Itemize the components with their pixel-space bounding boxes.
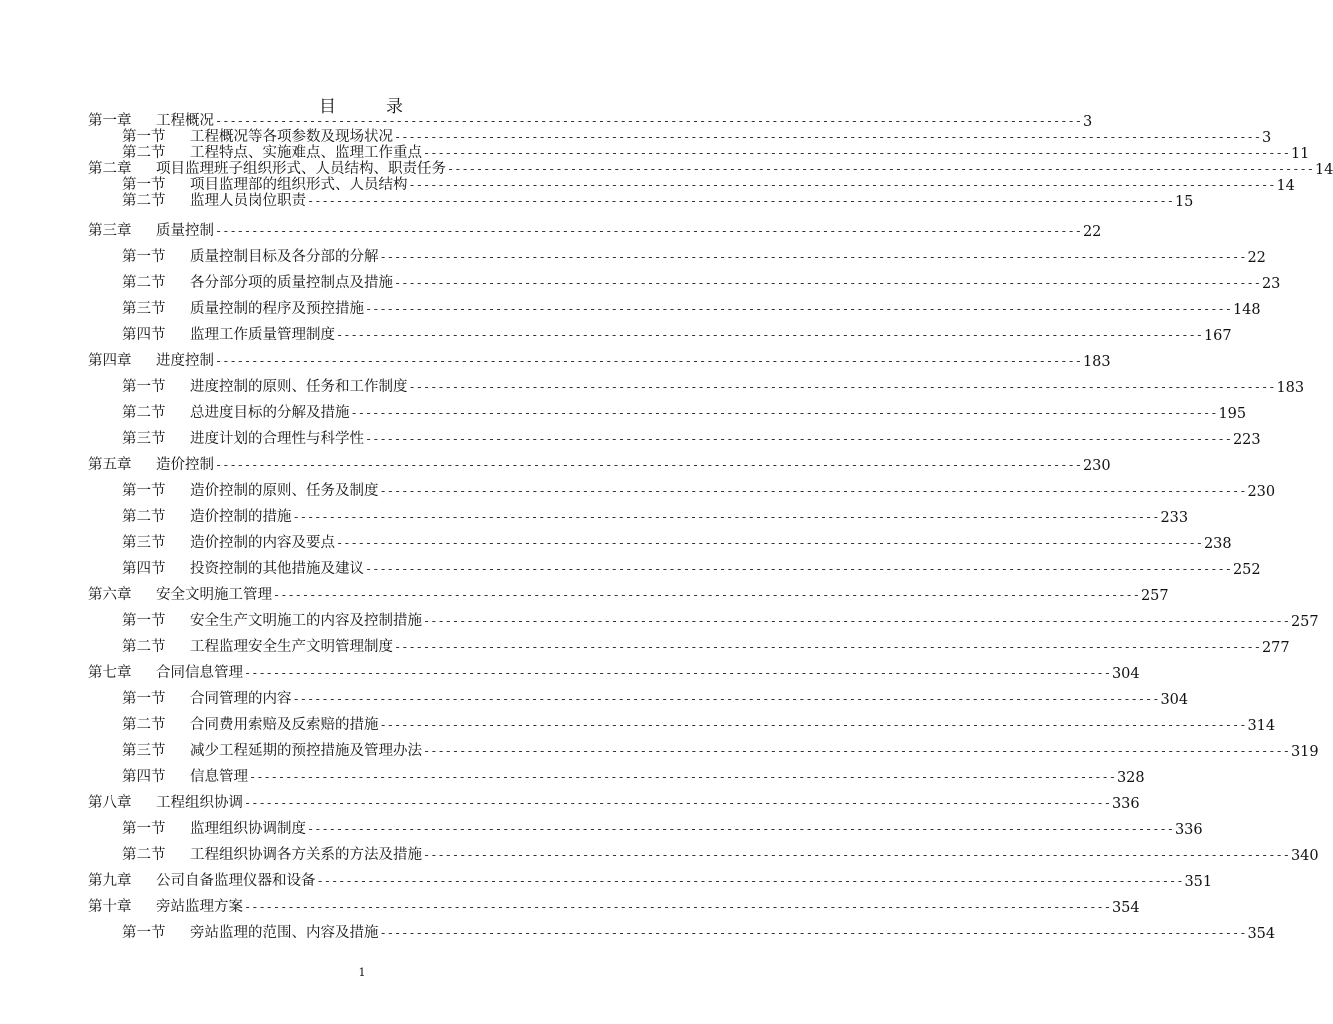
toc-entry-label: 第四章 [88,353,132,369]
toc-entry-title: 总进度目标的分解及措施 [190,405,350,421]
toc-leader: ------------------------------------------------------------------------------------------------------------------------ [447,162,1314,176]
toc-entry-page: 11 [1290,146,1310,162]
toc-entry-title: 各分部分项的质量控制点及措施 [190,275,393,291]
toc-entry-page: 223 [1232,432,1261,448]
toc-entry-chapter [88,578,1169,604]
toc-entry-label: 第三节 [122,535,166,551]
toc-entry-title: 工程概况等各项参数及现场状况 [190,129,393,145]
toc-entry-page: 167 [1203,328,1232,344]
toc-entry-page: 314 [1247,718,1276,734]
toc-entry-label: 第三节 [122,431,166,447]
toc-entry-title: 公司自备监理仪器和设备 [156,873,316,889]
toc-entry-title: 项目监理部的组织形式、人员结构 [190,177,408,193]
toc-entry-section [88,552,1261,578]
toc-entry-page: 328 [1116,770,1145,786]
toc-entry-title: 合同费用索赔及反索赔的措施 [190,717,379,733]
toc-entry-page: 230 [1082,458,1111,474]
toc-leader: ------------------------------------------------------------------------------------------------------------------------ [292,510,1160,524]
toc-entry-page: 252 [1232,562,1261,578]
toc-leader: ------------------------------------------------------------------------------------------------------------------------ [244,900,1111,914]
toc-entry-label: 第一节 [122,613,166,629]
toc-entry-title: 造价控制 [156,457,214,473]
toc-entry-title: 监理组织协调制度 [190,821,306,837]
toc-entry-page: 304 [1160,692,1189,708]
toc-entry-page: 22 [1247,250,1266,266]
toc-entry-section [88,500,1189,526]
toc-entry-label: 第四节 [122,327,166,343]
toc-entry-page: 233 [1160,510,1189,526]
toc-title-char-1: 目 [319,97,338,117]
toc-entry-section [88,682,1189,708]
toc-entry-label: 第八章 [88,795,132,811]
toc-entry-label: 第九章 [88,873,132,889]
toc-entry-page: 148 [1232,302,1261,318]
toc-leader: ------------------------------------------------------------------------------------------------------------------------ [408,380,1276,394]
toc-leader: ------------------------------------------------------------------------------------------------------------------------ [215,114,1082,128]
toc-entry-title: 减少工程延期的预控措施及管理办法 [190,743,422,759]
toc-entry-page: 351 [1184,874,1213,890]
toc-title-char-2: 录 [386,97,405,117]
toc-entry-label: 第一章 [88,113,132,129]
toc-entry-title: 投资控制的其他措施及建议 [190,561,364,577]
toc-entry-title: 工程监理安全生产文明管理制度 [190,639,393,655]
toc-entry-section [88,266,1281,292]
toc-entry-title: 工程概况 [156,113,214,129]
toc-entry-title: 信息管理 [190,769,248,785]
toc-leader: ------------------------------------------------------------------------------------------------------------------------ [244,666,1111,680]
toc-entry-label: 第二节 [122,405,166,421]
toc-entry-page: 183 [1276,380,1305,396]
toc-entry-title: 旁站监理的范围、内容及措施 [190,925,379,941]
toc-leader: ------------------------------------------------------------------------------------------------------------------------ [292,692,1160,706]
toc-entry-chapter [88,344,1111,370]
toc-leader: ------------------------------------------------------------------------------------------------------------------------ [336,328,1203,342]
toc-entry-page: 195 [1218,406,1247,422]
toc-leader: ------------------------------------------------------------------------------------------------------------------------ [394,130,1261,144]
toc-entry-label: 第一节 [122,379,166,395]
toc-entry-section [88,318,1232,344]
toc-entry-title: 造价控制的措施 [190,509,292,525]
toc-entry-page: 15 [1174,194,1194,210]
toc-entry-chapter [88,448,1111,474]
toc-leader: ------------------------------------------------------------------------------------------------------------------------ [350,406,1218,420]
toc-entry-page: 14 [1314,162,1333,178]
toc-entry-page: 3 [1082,114,1093,130]
toc-entry-label: 第六章 [88,587,132,603]
toc-entry-section [88,604,1319,630]
toc-entry-title: 工程组织协调各方关系的方法及措施 [190,847,422,863]
toc-entry-label: 第一节 [122,925,166,941]
toc-entry-label: 第四节 [122,561,166,577]
toc-entry-label: 第二节 [122,145,166,161]
toc-entry-page: 238 [1203,536,1232,552]
toc-entry-section [88,193,1194,210]
toc-leader: ------------------------------------------------------------------------------------------------------------------------ [244,796,1111,810]
toc-entry-page: 354 [1247,926,1276,942]
toc-entry-label: 第二节 [122,717,166,733]
toc-entry-page: 3 [1261,130,1272,146]
toc-entry-page: 304 [1111,666,1140,682]
toc-entry-page: 183 [1082,354,1111,370]
toc-entry-section [88,916,1276,942]
toc-entry-section [88,422,1261,448]
toc-entry-label: 第二节 [122,509,166,525]
toc-leader: ------------------------------------------------------------------------------------------------------------------------ [273,588,1140,602]
toc-leader: ------------------------------------------------------------------------------------------------------------------------ [307,822,1174,836]
toc-leader: ------------------------------------------------------------------------------------------------------------------------ [423,146,1290,160]
toc-entry-section [88,708,1276,734]
toc-leader: ------------------------------------------------------------------------------------------------------------------------ [394,276,1261,290]
toc-entry-label: 第一节 [122,691,166,707]
toc-entry-page: 336 [1174,822,1203,838]
toc-entry-page: 340 [1290,848,1319,864]
toc-entry-page: 23 [1261,276,1281,292]
toc-entry-title: 进度控制 [156,353,214,369]
toc-leader: ------------------------------------------------------------------------------------------------------------------------ [379,718,1247,732]
toc-entry-page: 22 [1082,224,1102,240]
toc-entry-title: 造价控制的原则、任务及制度 [190,483,379,499]
toc-entry-section [88,760,1145,786]
toc-entry-label: 第一节 [122,177,166,193]
toc-entry-section [88,370,1305,396]
toc-leader: ------------------------------------------------------------------------------------------------------------------------ [215,354,1082,368]
toc-entry-title: 监理工作质量管理制度 [190,327,335,343]
toc-leader: ------------------------------------------------------------------------------------------------------------------------ [394,640,1261,654]
table-of-contents [88,113,1333,942]
toc-entry-page: 14 [1276,178,1295,194]
toc-leader: ------------------------------------------------------------------------------------------------------------------------ [316,874,1184,888]
toc-entry-title: 项目监理班子组织形式、人员结构、职责任务 [156,161,446,177]
toc-leader: ------------------------------------------------------------------------------------------------------------------------ [215,458,1082,472]
toc-entry-page: 277 [1261,640,1290,656]
toc-entry-title: 造价控制的内容及要点 [190,535,335,551]
toc-entry-label: 第一节 [122,483,166,499]
toc-entry-label: 第一节 [122,129,166,145]
toc-entry-title: 工程特点、实施难点、监理工作重点 [190,145,422,161]
page-number: 1 [358,966,366,979]
toc-entry-section [88,526,1232,552]
toc-entry-section [88,396,1247,422]
toc-entry-label: 第二章 [88,161,132,177]
toc-entry-label: 第五章 [88,457,132,473]
toc-entry-chapter [88,786,1140,812]
toc-entry-label: 第一节 [122,249,166,265]
toc-entry-label: 第二节 [122,847,166,863]
toc-entry-title: 工程组织协调 [156,795,243,811]
toc-entry-title: 进度控制的原则、任务和工作制度 [190,379,408,395]
toc-entry-page: 257 [1290,614,1319,630]
toc-entry-chapter [88,214,1102,240]
toc-entry-title: 质量控制 [156,223,214,239]
toc-entry-page: 319 [1290,744,1319,760]
toc-entry-section [88,474,1276,500]
toc-entry-label: 第四节 [122,769,166,785]
toc-entry-title: 合同信息管理 [156,665,243,681]
toc-entry-section [88,630,1290,656]
toc-entry-section [88,734,1319,760]
toc-entry-title: 监理人员岗位职责 [190,193,306,209]
toc-leader: ------------------------------------------------------------------------------------------------------------------------ [423,744,1290,758]
toc-leader: ------------------------------------------------------------------------------------------------------------------------ [365,432,1232,446]
toc-leader: ------------------------------------------------------------------------------------------------------------------------ [365,302,1232,316]
toc-entry-label: 第十章 [88,899,132,915]
toc-leader: ------------------------------------------------------------------------------------------------------------------------ [423,848,1290,862]
toc-entry-page: 354 [1111,900,1140,916]
toc-entry-title: 质量控制的程序及预控措施 [190,301,364,317]
toc-leader: ------------------------------------------------------------------------------------------------------------------------ [408,178,1276,192]
toc-leader: ------------------------------------------------------------------------------------------------------------------------ [249,770,1116,784]
toc-entry-chapter [88,890,1140,916]
toc-entry-label: 第二节 [122,639,166,655]
toc-leader: ------------------------------------------------------------------------------------------------------------------------ [215,224,1082,238]
toc-entry-section [88,838,1319,864]
toc-leader: ------------------------------------------------------------------------------------------------------------------------ [423,614,1290,628]
toc-entry-label: 第一节 [122,821,166,837]
toc-entry-label: 第二节 [122,275,166,291]
toc-entry-title: 进度计划的合理性与科学性 [190,431,364,447]
toc-entry-page: 336 [1111,796,1140,812]
toc-leader: ------------------------------------------------------------------------------------------------------------------------ [379,484,1247,498]
toc-leader: ------------------------------------------------------------------------------------------------------------------------ [379,250,1247,264]
toc-leader: ------------------------------------------------------------------------------------------------------------------------ [307,194,1174,208]
toc-entry-chapter [88,656,1140,682]
toc-entry-page: 230 [1247,484,1276,500]
toc-entry-section [88,292,1261,318]
toc-leader: ------------------------------------------------------------------------------------------------------------------------ [365,562,1232,576]
toc-entry-label: 第三节 [122,301,166,317]
toc-entry-title: 旁站监理方案 [156,899,243,915]
toc-entry-label: 第二节 [122,193,166,209]
toc-entry-title: 合同管理的内容 [190,691,292,707]
toc-entry-section [88,812,1203,838]
toc-entry-title: 质量控制目标及各分部的分解 [190,249,379,265]
toc-entry-title: 安全文明施工管理 [156,587,272,603]
toc-leader: ------------------------------------------------------------------------------------------------------------------------ [336,536,1203,550]
toc-entry-label: 第七章 [88,665,132,681]
toc-entry-title: 安全生产文明施工的内容及控制措施 [190,613,422,629]
toc-leader: ------------------------------------------------------------------------------------------------------------------------ [379,926,1247,940]
toc-entry-page: 257 [1140,588,1169,604]
toc-entry-label: 第三节 [122,743,166,759]
toc-entry-chapter [88,864,1213,890]
toc-entry-label: 第三章 [88,223,132,239]
toc-entry-section [88,240,1266,266]
